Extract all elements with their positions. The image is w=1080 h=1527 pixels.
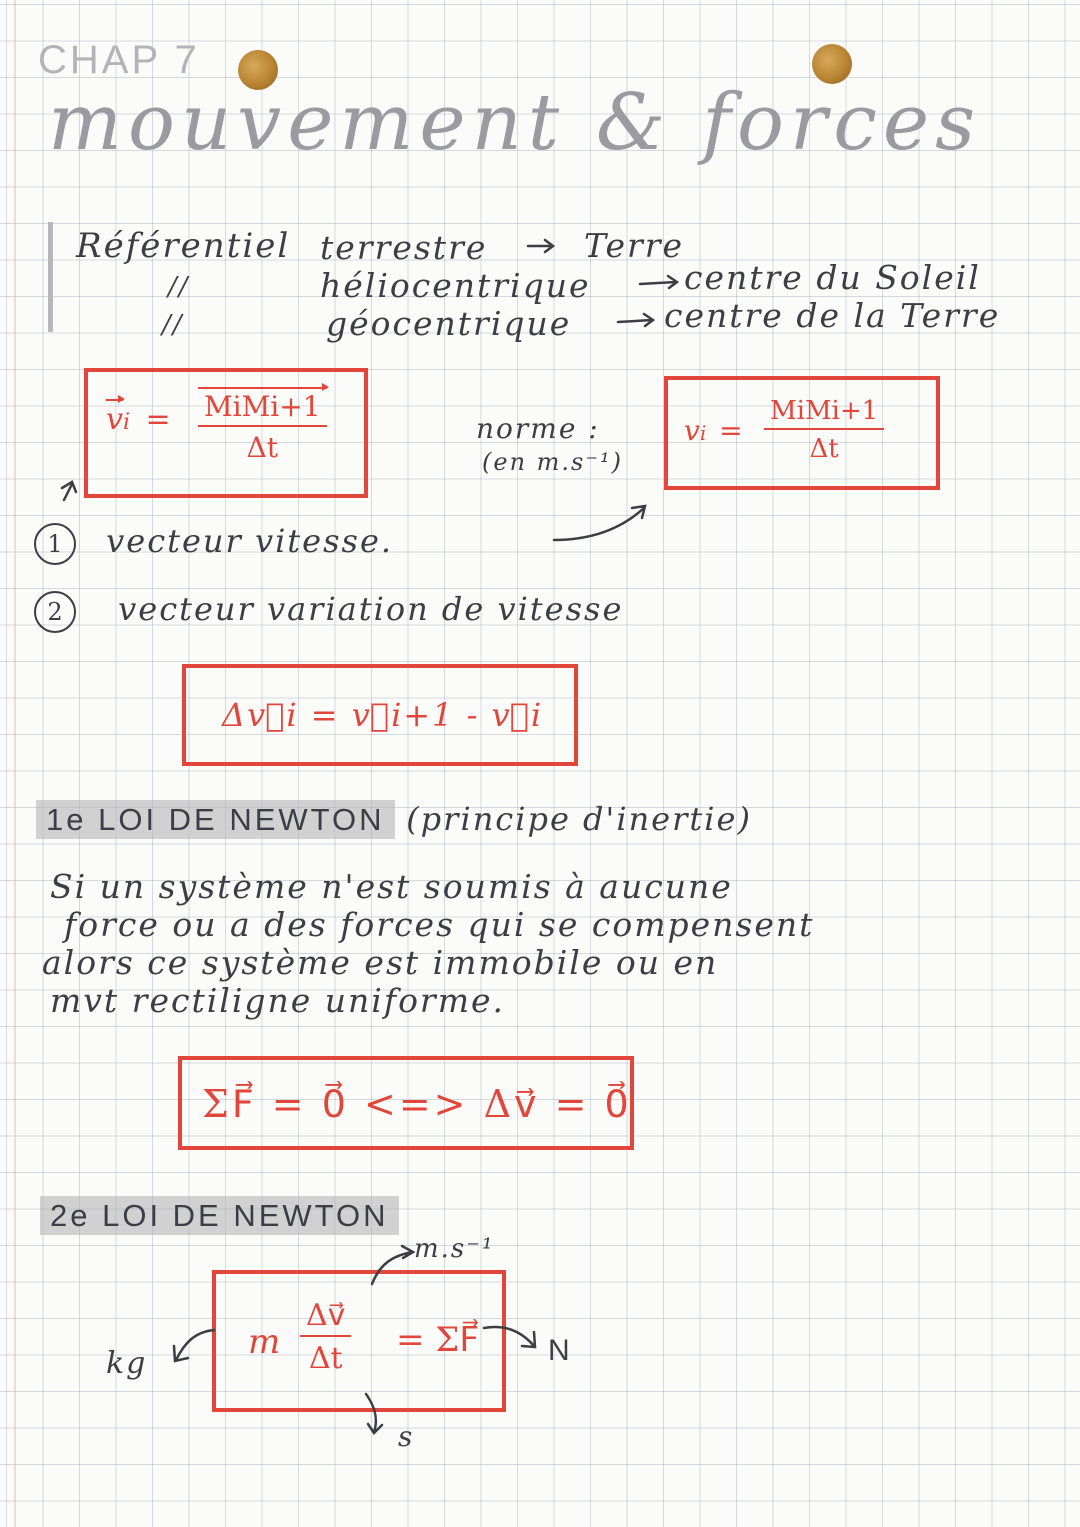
unit-time: s [398, 1420, 415, 1453]
norm-denominator: Δt [809, 434, 839, 464]
newton2-denominator: Δt [308, 1341, 343, 1376]
unit-mass: kg [106, 1346, 148, 1381]
arrow-unit-mass [174, 1330, 214, 1361]
item-number-1: 1 [34, 523, 76, 565]
velocity-index: i [122, 410, 130, 435]
velocity-variation-formula: Δv⃗i = v⃗i+1 - v⃗i [222, 696, 544, 734]
norm-velocity-index: i [699, 421, 707, 445]
page-title: mouvement & forces [48, 78, 982, 168]
referentiel-terrestre-target: Terre [584, 226, 685, 265]
newton1-line-1: Si un système n'est soumis à aucune [50, 867, 733, 906]
norm-velocity-equals: = [719, 414, 743, 447]
ditto-mark-1: // [168, 272, 190, 302]
unit-force: N [548, 1334, 572, 1367]
referentiel-heliocentrique: héliocentrique [320, 266, 591, 305]
referentiel-terrestre: terrestre [320, 228, 488, 267]
arrow-unit-velocity [372, 1246, 413, 1284]
ditto-mark-2: // [162, 310, 184, 340]
referentiel-label: Référentiel [76, 226, 291, 266]
newton1-formula: ΣF⃗ = 0⃗ <=> Δv⃗ = 0⃗ [202, 1082, 632, 1126]
referentiel-heliocentrique-target: centre du Soleil [684, 258, 981, 297]
arrow-terrestre [528, 240, 553, 252]
norm-numerator: MiMi+1 [764, 396, 884, 430]
velocity-vector-symbol: v [106, 402, 123, 437]
arrow-heliocentrique [640, 276, 677, 288]
arrow-up-vector [62, 482, 76, 500]
newton2-rhs: = ΣF⃗ [396, 1320, 479, 1360]
newton2-heading: 2e LOI DE NEWTON [40, 1196, 399, 1235]
newton2-numerator: Δv⃗ [300, 1298, 351, 1337]
referentiel-geocentrique-target: centre de la Terre [664, 296, 1001, 335]
velocity-equals: = [145, 402, 171, 437]
norme-label: norme : [476, 412, 600, 445]
item-number-2: 2 [34, 591, 76, 633]
norme-unit: (en m.s⁻¹) [482, 448, 624, 476]
newton1-line-3: alors ce système est immobile ou en [42, 943, 719, 982]
newton1-subtitle: (principe d'inertie) [406, 800, 752, 838]
arrow-unit-force [484, 1327, 535, 1347]
newton1-heading: 1e LOI DE NEWTON [36, 800, 395, 839]
norm-velocity-symbol: v [684, 414, 700, 447]
item-vecteur-vitesse-label: vecteur vitesse. [106, 522, 394, 560]
arrow-unit-time [366, 1394, 382, 1433]
velocity-denominator: Δt [246, 431, 278, 464]
velocity-numerator: MiMi+1 [198, 390, 327, 427]
item-vecteur-variation-label: vecteur variation de vitesse [118, 590, 624, 628]
newton2-mass: m [248, 1322, 281, 1362]
chapter-label: CHAP 7 [38, 38, 200, 82]
unit-velocity: m.s⁻¹ [414, 1234, 495, 1264]
arrow-geocentrique [618, 314, 653, 326]
referentiel-geocentrique: géocentrique [326, 304, 572, 343]
newton1-line-4: mvt rectiligne uniforme. [50, 981, 506, 1020]
newton1-line-2: force ou a des forces qui se compensent [64, 905, 815, 944]
arrow-to-norme [554, 506, 645, 540]
